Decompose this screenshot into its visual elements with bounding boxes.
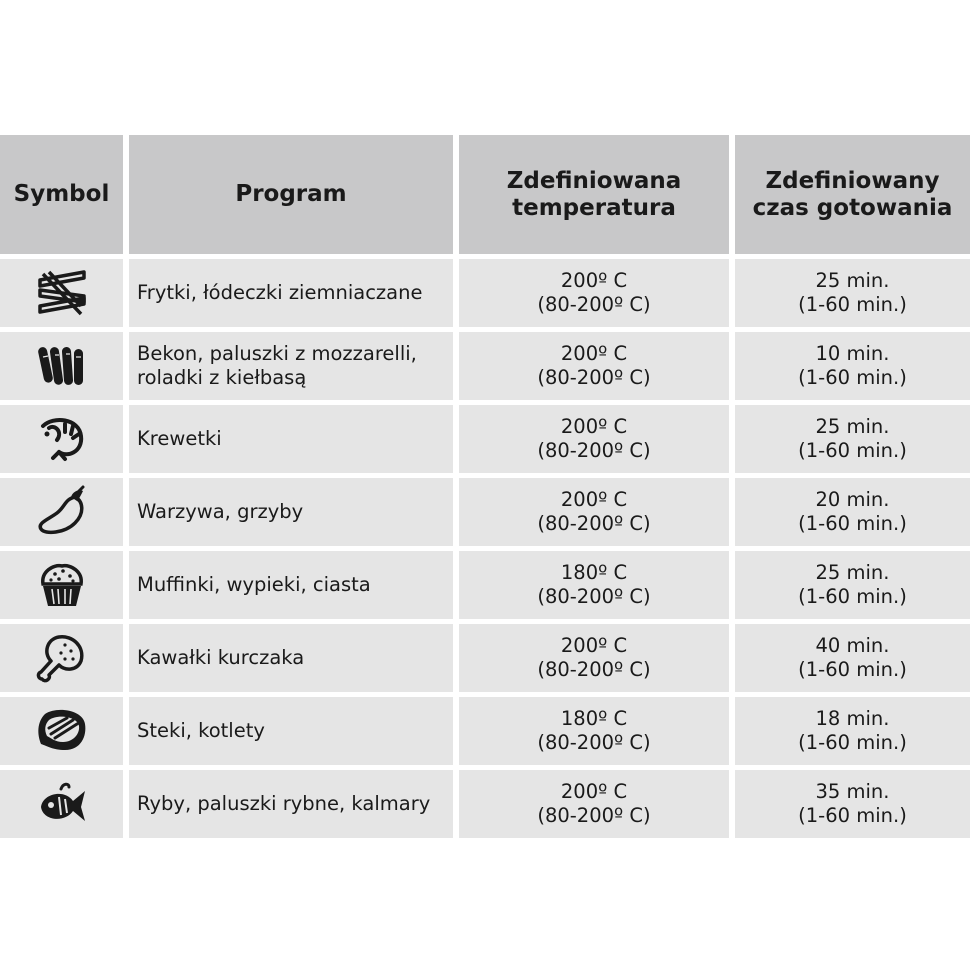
table-header	[0, 135, 970, 254]
fish-icon	[35, 777, 89, 831]
temperature-range: (80-200º C)	[537, 366, 651, 389]
temperature-value: 200º C	[560, 780, 628, 803]
header-program: Program	[129, 135, 459, 254]
muffin-icon	[35, 558, 89, 612]
program-name: Steki, kotlety	[129, 697, 459, 765]
time-range: (1-60 min.)	[798, 731, 907, 754]
temperature-range: (80-200º C)	[537, 804, 651, 827]
sausage-icon	[35, 339, 89, 393]
temperature-range: (80-200º C)	[537, 293, 651, 316]
time-value: 35 min.	[815, 780, 890, 803]
temperature-value: 200º C	[560, 269, 628, 292]
time-range: (1-60 min.)	[798, 366, 907, 389]
time-value: 25 min.	[815, 269, 890, 292]
program-table	[0, 135, 970, 838]
temperature-value: 200º C	[560, 634, 628, 657]
program-name: Kawałki kurczaka	[129, 624, 459, 692]
steak-icon	[35, 704, 89, 758]
table-row	[0, 473, 970, 546]
time-value: 18 min.	[815, 707, 890, 730]
table-row	[0, 254, 970, 327]
header-temperature: Zdefiniowana temperatura	[459, 135, 735, 254]
program-name: Warzywa, grzyby	[129, 478, 459, 546]
time-range: (1-60 min.)	[798, 658, 907, 681]
time-value: 10 min.	[815, 342, 890, 365]
table-row	[0, 327, 970, 400]
program-name: Ryby, paluszki rybne, kalmary	[129, 770, 459, 838]
chicken-leg-icon	[35, 631, 89, 685]
temperature-value: 200º C	[560, 342, 628, 365]
header-time: Zdefiniowany czas gotowania	[735, 135, 970, 254]
fries-icon	[35, 266, 89, 320]
program-name: Frytki, łódeczki ziemniaczane	[129, 259, 459, 327]
temperature-value: 180º C	[560, 707, 628, 730]
time-value: 40 min.	[815, 634, 890, 657]
table-row	[0, 546, 970, 619]
temperature-value: 200º C	[560, 488, 628, 511]
time-value: 25 min.	[815, 561, 890, 584]
table-row	[0, 619, 970, 692]
temperature-value: 180º C	[560, 561, 628, 584]
temperature-range: (80-200º C)	[537, 439, 651, 462]
time-range: (1-60 min.)	[798, 804, 907, 827]
temperature-range: (80-200º C)	[537, 585, 651, 608]
shrimp-icon	[35, 412, 89, 466]
program-name: Muffinki, wypieki, ciasta	[129, 551, 459, 619]
table-row	[0, 765, 970, 838]
program-name: Krewetki	[129, 405, 459, 473]
table-row	[0, 400, 970, 473]
time-range: (1-60 min.)	[798, 439, 907, 462]
time-range: (1-60 min.)	[798, 512, 907, 535]
temperature-range: (80-200º C)	[537, 658, 651, 681]
time-range: (1-60 min.)	[798, 293, 907, 316]
temperature-range: (80-200º C)	[537, 512, 651, 535]
time-value: 25 min.	[815, 415, 890, 438]
time-value: 20 min.	[815, 488, 890, 511]
eggplant-icon	[35, 485, 89, 539]
table-row	[0, 692, 970, 765]
temperature-value: 200º C	[560, 415, 628, 438]
program-name: Bekon, paluszki z mozzarelli, roladki z kiełbasą	[129, 332, 459, 400]
header-symbol: Symbol	[0, 135, 129, 254]
temperature-range: (80-200º C)	[537, 731, 651, 754]
time-range: (1-60 min.)	[798, 585, 907, 608]
